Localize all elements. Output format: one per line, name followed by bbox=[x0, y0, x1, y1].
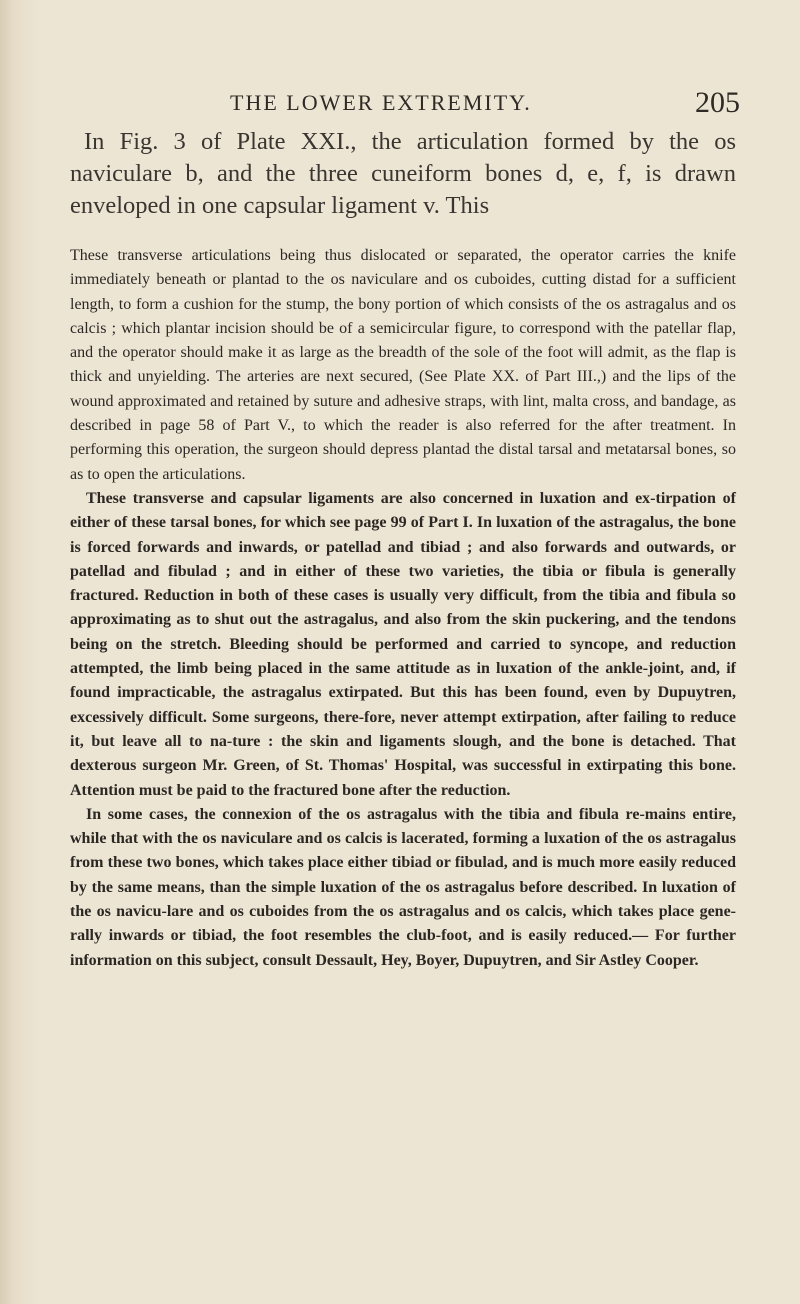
page-number: 205 bbox=[695, 86, 740, 119]
running-head: THE LOWER EXTREMITY. bbox=[230, 90, 532, 115]
page-header bbox=[70, 86, 740, 130]
body-paragraph-2: These transverse and capsular ligaments are also concerned in luxation and ex-tirpation of either of these tarsal bones, for which see page 99 of Part I. In luxation of the astragalus, the bone is forced forwards and inwards, or patellad and tibiad ; and also forwards and outwards, or patellad and fibulad ; and in either of these two varieties, the tibia or fibula is generally fractured. Reduction in both of these cases is usually very difficult, from the tibia and fibula so approximating as to shut out the astragalus, and also from the skin puckering, and the tendons being on the stretch. Bleeding should be performed and carried to syncope, and reduction attempted, the limb being placed in the same attitude as in luxation of the ankle-joint, and, if found impracticable, the astragalus extirpated. But this has been found, even by Dupuytren, excessively difficult. Some surgeons, there-fore, never attempt extirpation, after failing to reduce it, but leave all to na-ture : the skin and ligaments slough, and the bone is detached. That dexterous surgeon Mr. Green, of St. Thomas' Hospital, was successful in extirpating this bone. Attention must be paid to the fractured bone after the reduction. bbox=[70, 489, 736, 799]
intro-paragraph: In Fig. 3 of Plate XXI., the articulation formed by the os naviculare b, and the three cuneiform bones d, e, f, is drawn enveloped in one capsular ligament v. This bbox=[70, 128, 736, 219]
body-text bbox=[70, 244, 736, 973]
body-paragraph-3: In some cases, the connexion of the os astragalus with the tibia and fibula re-mains entire, while that with the os naviculare and os calcis is lacerated, forming a luxation of the os astragalus from these two bones, which takes place either tibiad or fibulad, and is much more easily reduced by the same means, than the simple luxation of the os astragalus before described. In luxation of the os navicu-lare and os cuboides from the os astragalus and os calcis, which takes place gene-rally inwards or tibiad, the foot resembles the club-foot, and is easily reduced.— For further information on this subject, consult Dessault, Hey, Boyer, Dupuytren, and Sir Astley Cooper. bbox=[70, 805, 736, 969]
body-paragraph-1: These transverse articulations being thus dislocated or separated, the operator carries the knife immediately beneath or plantad to the os naviculare and os cuboides, cutting distad for a sufficient length, to form a cushion for the stump, the bony portion of which consists of the os astragalus and os calcis ; which plantar incision should be of a semicircular figure, to correspond with the patellar flap, and the operator should make it as large as the breadth of the sole of the foot will admit, as the flap is thick and unyielding. The arteries are next secured, (See Plate XX. of Part III.,) and the lips of the wound approximated and retained by suture and adhesive straps, with lint, malta cross, and bandage, as described in page 58 of Part V., to which the reader is also referred for the after treatment. In performing this operation, the surgeon should depress plantad the distal tarsal and metatarsal bones, so as to open the articulations. bbox=[70, 247, 736, 483]
